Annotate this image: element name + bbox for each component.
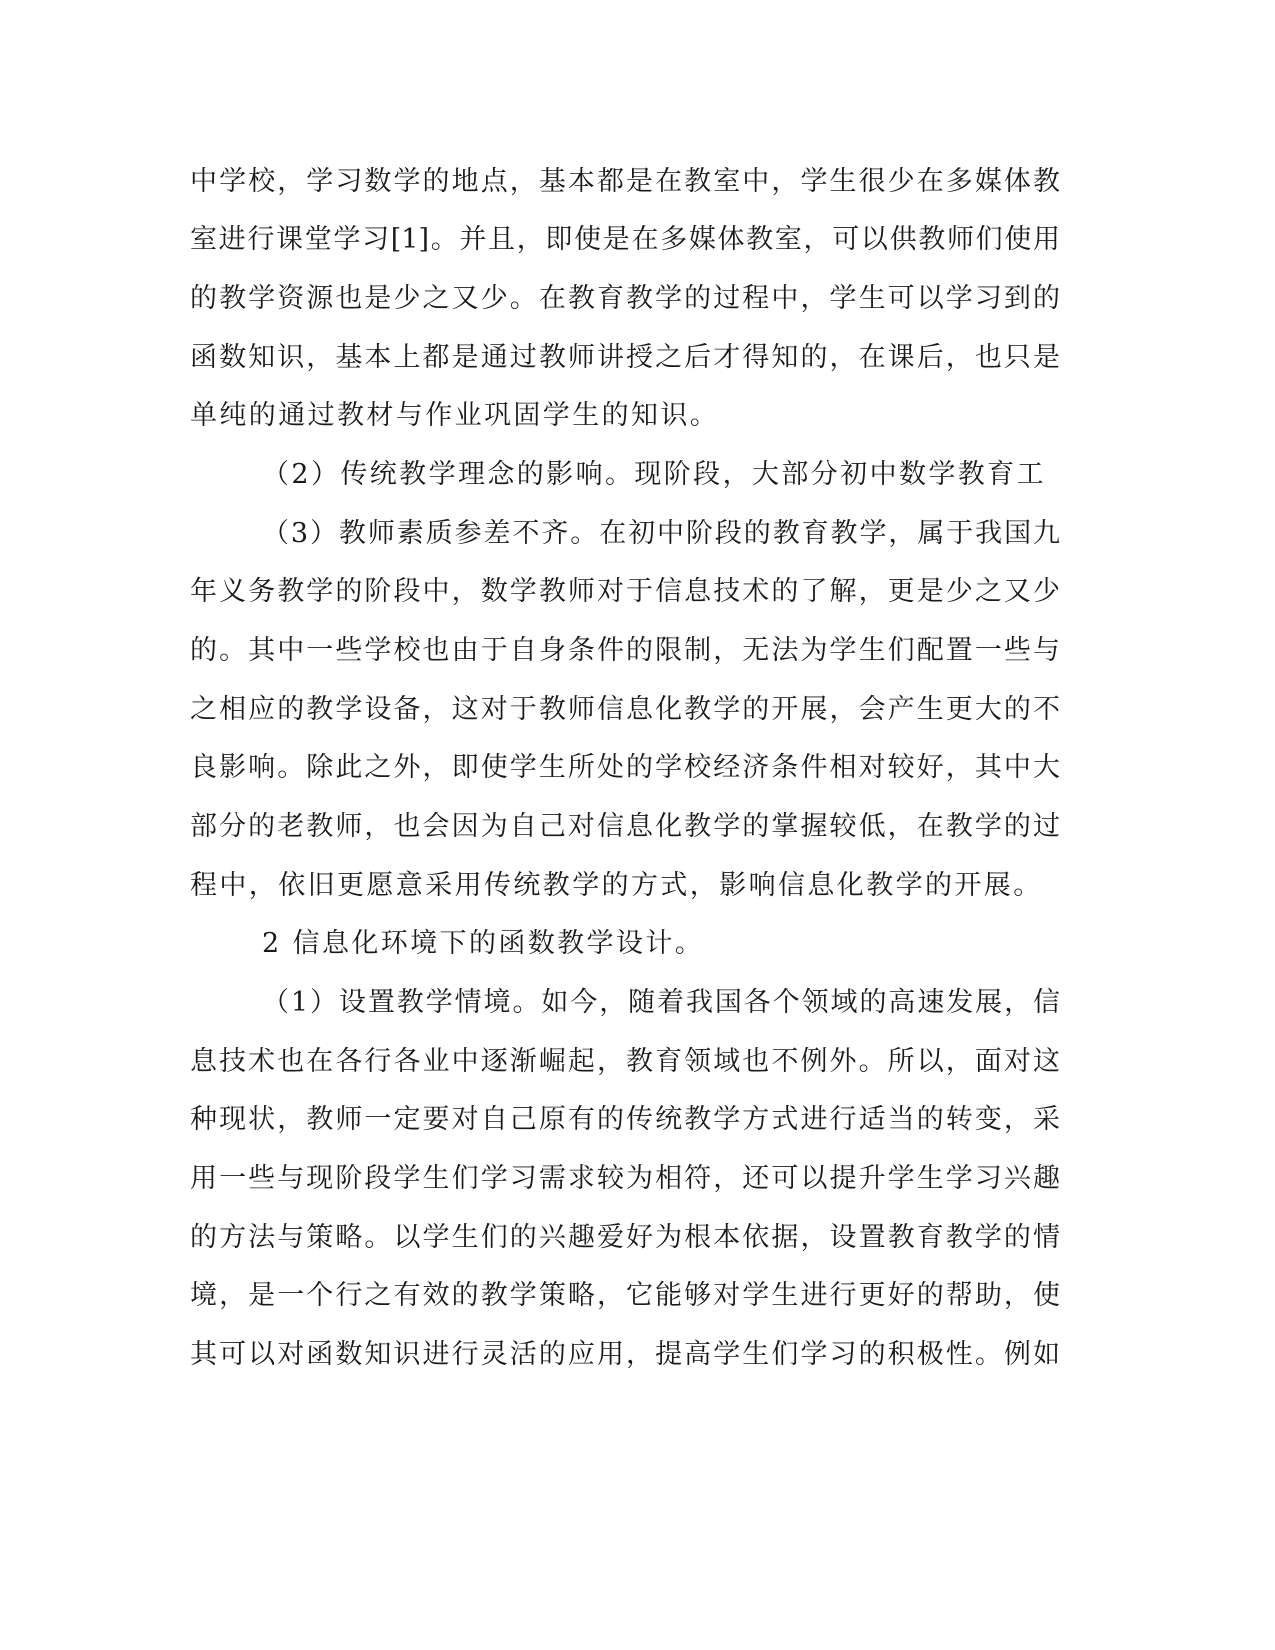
paragraph-line: 年义务教学的阶段中，数学教师对于信息技术的了解，更是少之又少: [190, 576, 1060, 607]
paragraph-line: 中学校，学习数学的地点，基本都是在教室中，学生很少在多媒体教: [190, 166, 1060, 197]
paragraph-line: 用一些与现阶段学生们学习需求较为相符，还可以提升学生学习兴趣: [190, 1163, 1060, 1194]
paragraph-line: 息技术也在各行各业中逐渐崛起，教育领域也不例外。所以，面对这: [190, 1046, 1060, 1077]
paragraph-line: 的方法与策略。以学生们的兴趣爱好为根本依据，设置教育教学的情: [190, 1222, 1060, 1253]
paragraph-line: 程中，依旧更愿意采用传统教学的方式，影响信息化教学的开展。: [190, 870, 1043, 901]
paragraph-line: （1）设置教学情境。如今，随着我国各个领域的高速发展，信: [262, 987, 1060, 1018]
paragraph-line: 种现状，教师一定要对自己原有的传统教学方式进行适当的转变，采: [190, 1104, 1060, 1135]
paragraph-line: 室进行课堂学习[1]。并且，即使是在多媒体教室，可以供教师们使用: [190, 224, 1060, 255]
section-heading: 2 信息化环境下的函数教学设计。: [262, 928, 705, 959]
paragraph-line: 部分的老教师，也会因为自己对信息化教学的掌握较低，在教学的过: [190, 811, 1060, 842]
paragraph-line: 之相应的教学设备，这对于教师信息化教学的开展，会产生更大的不: [190, 694, 1060, 725]
paragraph-line: 境，是一个行之有效的教学策略，它能够对学生进行更好的帮助，使: [190, 1280, 1060, 1311]
paragraph-line: 函数知识，基本上都是通过教师讲授之后才得知的，在课后，也只是: [190, 342, 1060, 373]
paragraph-line: 其可以对函数知识进行灵活的应用，提高学生们学习的积极性。例如: [190, 1339, 1060, 1370]
paragraph-line: 单纯的通过教材与作业巩固学生的知识。: [190, 400, 720, 431]
paragraph-line: 的教学资源也是少之又少。在教育教学的过程中，学生可以学习到的: [190, 283, 1060, 314]
paragraph-line: 良影响。除此之外，即使学生所处的学校经济条件相对较好，其中大: [190, 752, 1060, 783]
paragraph-line: （2）传统教学理念的影响。现阶段，大部分初中数学教育工: [262, 459, 1046, 490]
paragraph-line: （3）教师素质参差不齐。在初中阶段的教育教学，属于我国九: [262, 518, 1060, 549]
paragraph-line: 的。其中一些学校也由于自身条件的限制，无法为学生们配置一些与: [190, 635, 1060, 666]
